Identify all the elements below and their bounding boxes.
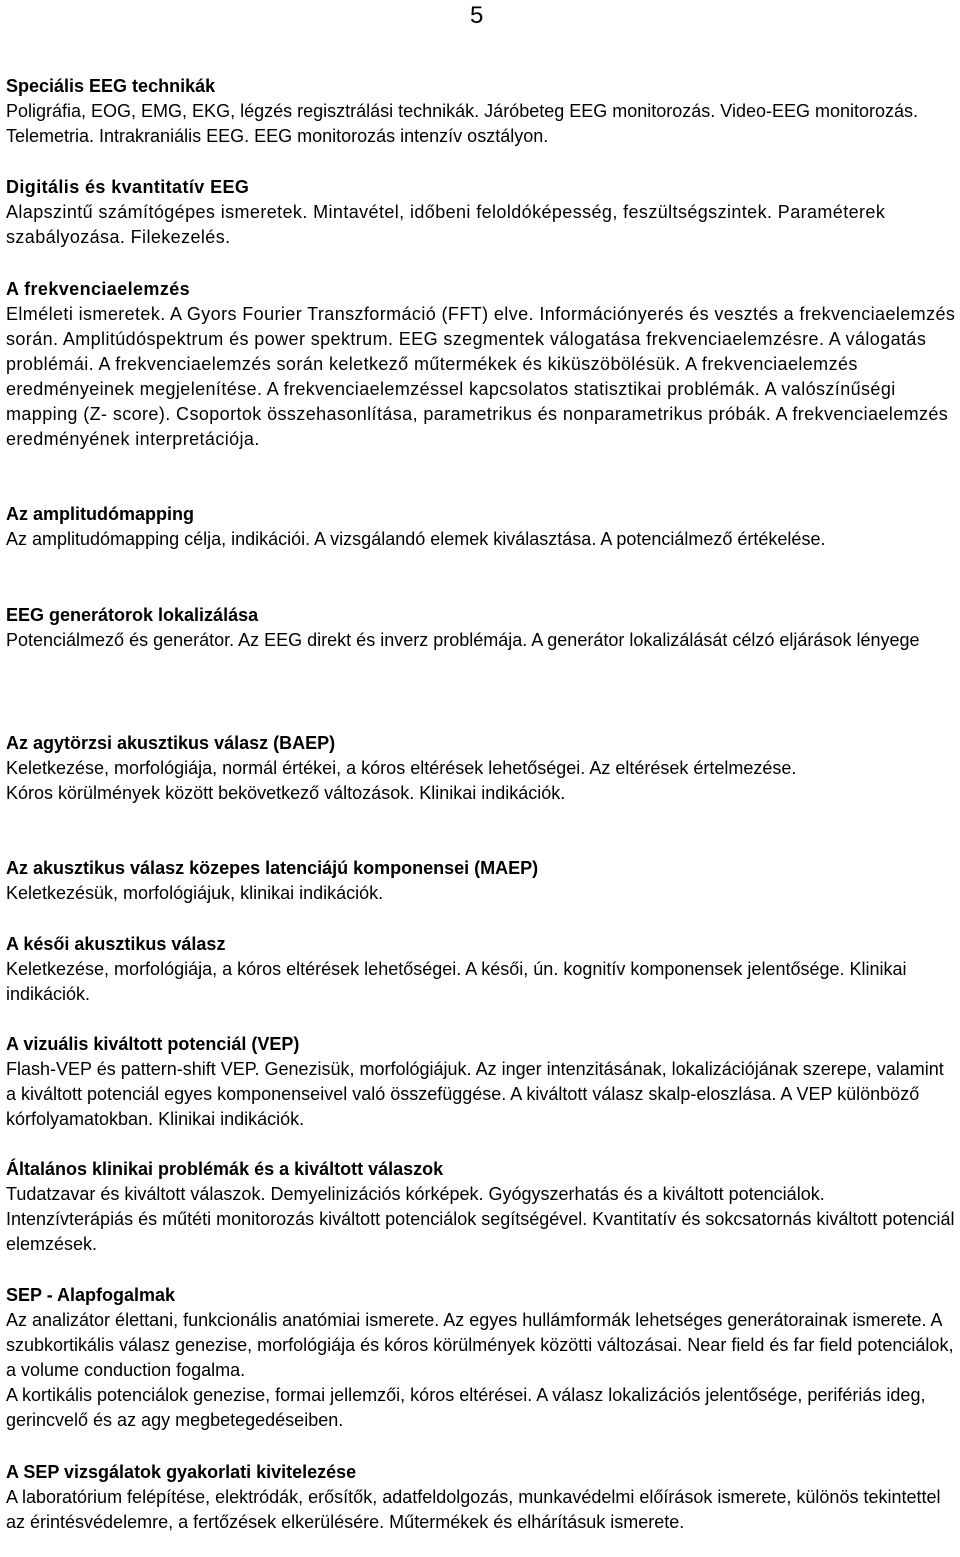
- section-body: Tudatzavar és kiváltott válaszok. Demyelinizációs kórképek. Gyógyszerhatás és a kiváltott potenciálok. Intenzívterápiás és műtéti monitorozás kiváltott potenciálok segítségével. Kvantitatív és sokcsatornás kiváltott potenciál elemzések.: [6, 1184, 955, 1254]
- section-title: A frekvenciaelemzés: [6, 279, 191, 299]
- section-eeg-generators: [6, 603, 956, 653]
- section-body: Poligráfia, EOG, EMG, EKG, légzés regisztrálási technikák. Járóbeteg EEG monitorozás. Video-EEG monitorozás. Telemetria. Intrakraniális EEG. EEG monitorozás intenzív osztályon.: [6, 101, 919, 146]
- section-body: Az analizátor élettani, funkcionális anatómiai ismerete. Az egyes hullámformák lehetséges generátorainak ismerete. A szubkortikális válasz genezise, morfológiája és kóros körülmények közötti változásai. Near field és far field potenciálok, a volume conduction fogalma.: [6, 1310, 954, 1380]
- section-frequency-analysis: [6, 277, 956, 452]
- section-title: Az agytörzsi akusztikus válasz (BAEP): [6, 733, 336, 753]
- section-sep-basics: [6, 1283, 956, 1433]
- section-maep: [6, 856, 956, 906]
- section-title: Általános klinikai problémák és a kiváltott válaszok: [6, 1159, 444, 1179]
- section-body-2: Kóros körülmények között bekövetkező változások. Klinikai indikációk.: [6, 783, 566, 803]
- section-title: Digitális és kvantitatív EEG: [6, 177, 250, 197]
- page-number: 5: [470, 2, 484, 29]
- section-title: SEP - Alapfogalmak: [6, 1285, 176, 1305]
- section-title: Az akusztikus válasz közepes latenciájú komponensei (MAEP): [6, 858, 539, 878]
- section-body: Potenciálmező és generátor. Az EEG direkt és inverz problémája. A generátor lokalizálását célzó eljárások lényege: [6, 630, 920, 650]
- section-title: EEG generátorok lokalizálása: [6, 605, 259, 625]
- section-title: Speciális EEG technikák: [6, 76, 216, 96]
- section-title: A vizuális kiváltott potenciál (VEP): [6, 1034, 300, 1054]
- section-body: Keletkezése, morfológiája, normál értékei, a kóros eltérések lehetőségei. Az eltérések értelmezése.: [6, 758, 797, 778]
- section-vep: [6, 1032, 956, 1132]
- section-sep-practice: [6, 1460, 956, 1535]
- section-digital-eeg: [6, 175, 956, 250]
- section-body: Elméleti ismeretek. A Gyors Fourier Transzformáció (FFT) elve. Információnyerés és vesztés a frekvenciaelemzés során. Amplitúdóspektrum és power spektrum. EEG szegmentek válogatása frekvenciaelemzésre. A válogatás problémái. A frekvenciaelemzés során keletkező műtermékek és kiküszöbölésük. A frekvenciaelemzés eredményeinek megjelenítése. A frekvenciaelemzéssel kapcsolatos statisztikai problémák. A valószínűségi mapping (Z- score). Csoportok összehasonlítása, parametrikus és nonparametrikus próbák. A frekvenciaelemzés eredményének interpretációja.: [6, 304, 956, 449]
- section-title: A SEP vizsgálatok gyakorlati kivitelezése: [6, 1462, 357, 1482]
- section-body: Keletkezésük, morfológiájuk, klinikai indikációk.: [6, 883, 384, 903]
- section-title: Az amplitudómapping: [6, 504, 194, 524]
- section-body-2: A kortikális potenciálok genezise, formai jellemzői, kóros eltérései. A válasz lokalizációs jelentősége, perifériás ideg, gerincvelő és az agy megbetegedéseiben.: [6, 1385, 926, 1430]
- section-body: Keletkezése, morfológiája, a kóros eltérések lehetőségei. A késői, ún. kognitív komponensek jelentősége. Klinikai indikációk.: [6, 959, 907, 1004]
- section-title: A késői akusztikus válasz: [6, 934, 226, 954]
- section-baep: [6, 731, 956, 806]
- section-amplitude-mapping: [6, 502, 956, 552]
- section-body: Flash-VEP és pattern-shift VEP. Genezisük, morfológiájuk. Az inger intenzitásának, lokalizációjának szerepe, valamint a kiváltott potenciál egyes komponenseivel való összefüggése. A kiváltott válasz skalp-eloszlása. A VEP különböző kórfolyamatokban. Klinikai indikációk.: [6, 1059, 944, 1129]
- section-body: Alapszintű számítógépes ismeretek. Mintavétel, időbeni feloldóképesség, feszültségszintek. Paraméterek szabályozása. Filekezelés.: [6, 202, 886, 247]
- section-body: Az amplitudómapping célja, indikációi. A vizsgálandó elemek kiválasztása. A potenciálmező értékelése.: [6, 529, 826, 549]
- section-late-auditory: [6, 932, 956, 1007]
- section-clinical-problems: [6, 1157, 956, 1257]
- section-body: A laboratórium felépítése, elektródák, erősítők, adatfeldolgozás, munkavédelmi előírások ismerete, különös tekintettel az érintésvédelemre, a fertőzések elkerülésére. Műtermékek és elhárításuk ismerete.: [6, 1487, 941, 1532]
- section-special-eeg: [6, 74, 956, 149]
